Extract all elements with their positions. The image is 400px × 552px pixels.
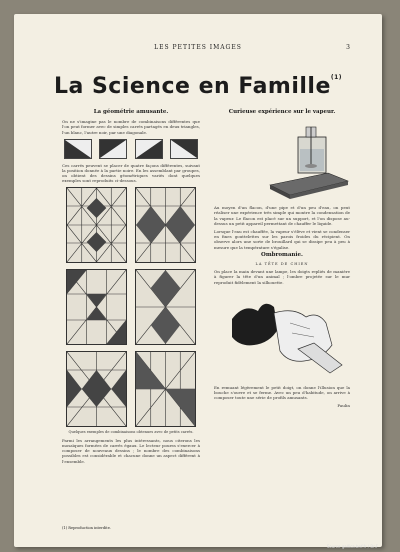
shadow-hand-illustration (214, 289, 350, 381)
left-intro: On ne s'imagine pas le nombre de combinaisons différentes que l'on peut former avec de simples carrés partagés en deux triangles, l'un blanc, l'autre noir, par une diagonale. (62, 119, 200, 135)
newspaper-page (14, 14, 382, 547)
square-2 (99, 139, 127, 159)
left-heading: La géométrie amusante. (93, 109, 169, 115)
pattern-3 (66, 269, 127, 345)
title-footnote-mark: (1) (330, 74, 343, 81)
signature: Paulin (337, 403, 350, 409)
right-paragraph-1: Au moyen d'un flacon, d'une pipe et d'un peu d'eau, on peut réaliser une expérience très simple qui montre la condensation de la vapeur. Le flacon est placé sur un support, et l'on dispose au-dessus un petit appareil permettant de chauffer le liquide. (214, 205, 350, 226)
right-paragraph-2: Lorsque l'eau est chauffée, la vapeur s'élève et vient se condenser en fines gouttelettes sur les parois froides du récipient. On observe alors une sorte de brouillard qui se dissipe peu à peu à mesure que la température s'égalise. (214, 229, 350, 250)
pattern-caption: Quelques exemples de combinaisons obtenues avec de petits carrés. (68, 429, 194, 434)
source-stamp: Source gallica.bnf.fr / BnF (326, 544, 378, 549)
right-subheading: LA TÊTE DE CHIEN (255, 262, 309, 267)
footnote: (1) Reproduction interdite. (62, 526, 112, 530)
page-title (14, 74, 382, 99)
square-3 (135, 139, 163, 159)
right-paragraph-4: En remuant légèrement le petit doigt, on donne l'illusion que la bouche s'ouvre et se ferme. Avec un peu d'habitude, on arrive à composer toute une série de profils amusants. (214, 384, 350, 401)
experiment-illustration (214, 119, 350, 201)
left-paragraph-2: Ces carrés peuvent se placer de quatre façons différentes, suivant la position donnée à la partie noire. En les assemblant par groupes, on obtient des dessins géométriques variés dont quelques exemples sont reproduits ci-dessous. (62, 162, 200, 184)
pattern-4 (135, 269, 196, 345)
left-paragraph-3: Parmi les arrangements les plus intéressants, nous citerons les mosaïques formées de carrés égaux. Le lecteur pourra s'exercer à composer de nouveaux dessins ; le nombre des combinaisons possibles est considérable et chacune donne un aspect différent à l'ensemble. (62, 437, 200, 464)
pattern-5 (66, 351, 127, 427)
left-column (62, 110, 200, 467)
right-heading: Curieuse expérience sur le vapeur. (228, 109, 336, 115)
pattern-6 (135, 351, 196, 427)
right-column (214, 110, 350, 409)
title-text: La Science en Famille (53, 74, 331, 99)
pattern-2 (135, 187, 196, 263)
right-heading-2: Ombromanie. (261, 251, 303, 258)
pattern-grid (66, 187, 196, 427)
square-1 (64, 139, 92, 159)
square-4 (170, 139, 198, 159)
running-title: LES PETITES IMAGES (154, 44, 242, 51)
pattern-1 (66, 187, 127, 263)
square-examples (64, 139, 198, 159)
right-paragraph-3: On place la main devant une lampe, les doigts repliés de manière à figurer la tête d'un animal ; l'ombre projetée sur le mur reproduit fidèlement la silhouette. (214, 269, 350, 285)
page-number: 3 (346, 44, 350, 51)
